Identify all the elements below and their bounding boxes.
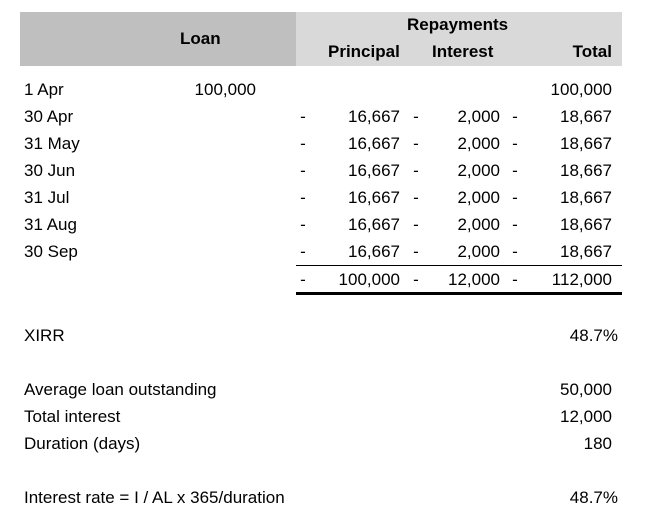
dash: -: [413, 107, 419, 126]
row-interest: 2,000: [457, 134, 500, 153]
row-principal: 16,667: [348, 107, 400, 126]
row-total: 18,667: [560, 161, 612, 180]
row-date: 1 Apr: [24, 80, 64, 99]
row-interest: 2,000: [457, 215, 500, 234]
dash: -: [300, 215, 306, 234]
dash: -: [512, 215, 518, 234]
dash: -: [413, 270, 419, 289]
avg-loan-value: 50,000: [560, 380, 612, 399]
dash: -: [512, 270, 518, 289]
dash: -: [512, 107, 518, 126]
dash: -: [413, 242, 419, 261]
row-date: 30 Apr: [24, 107, 74, 126]
total-total: 112,000: [551, 270, 612, 289]
dash: -: [512, 188, 518, 207]
total-interest-value: 12,000: [560, 407, 612, 426]
dash: -: [512, 161, 518, 180]
row-date: 31 Jul: [24, 188, 70, 207]
dash: -: [512, 242, 518, 261]
repayments-header-label: Repayments: [407, 15, 509, 34]
row-total: 18,667: [560, 188, 612, 207]
row-total: 18,667: [560, 107, 612, 126]
row-principal: 16,667: [348, 188, 400, 207]
interest-rate-label: Interest rate = I / AL x 365/duration: [24, 488, 285, 507]
total-interest-label: Total interest: [24, 407, 121, 426]
xirr-label: XIRR: [24, 326, 65, 345]
dash: -: [300, 270, 306, 289]
row-total: 18,667: [560, 134, 612, 153]
total-principal: 100,000: [338, 270, 400, 289]
total-interest: 12,000: [448, 270, 500, 289]
dash: -: [300, 134, 306, 153]
principal-header-label: Principal: [328, 42, 400, 61]
dash: -: [413, 215, 419, 234]
interest-header-label: Interest: [432, 42, 494, 61]
row-date: 31 Aug: [24, 215, 77, 234]
loan-header-label: Loan: [180, 29, 221, 48]
dash: -: [413, 134, 419, 153]
interest-rate-value: 48.7%: [569, 488, 618, 507]
row-date: 30 Jun: [24, 161, 76, 180]
row-total: 18,667: [560, 215, 612, 234]
row-total: 100,000: [550, 80, 612, 99]
avg-loan-label: Average loan outstanding: [24, 380, 217, 399]
dash: -: [300, 188, 306, 207]
totals-bottom-rule: [296, 292, 622, 295]
row-date: 31 May: [24, 134, 80, 153]
xirr-value: 48.7%: [569, 326, 618, 345]
row-interest: 2,000: [457, 107, 500, 126]
row-principal: 16,667: [348, 215, 400, 234]
dash: -: [300, 107, 306, 126]
duration-label: Duration (days): [24, 434, 141, 453]
duration-value: 180: [583, 434, 612, 453]
row-principal: 16,667: [348, 134, 400, 153]
dash: -: [300, 242, 306, 261]
dash: -: [413, 161, 419, 180]
row-total: 18,667: [560, 242, 612, 261]
dash: -: [512, 134, 518, 153]
row-interest: 2,000: [457, 188, 500, 207]
row-principal: 16,667: [348, 161, 400, 180]
total-header-label: Total: [572, 42, 612, 61]
dash: -: [413, 188, 419, 207]
row-principal: 16,667: [348, 242, 400, 261]
row-interest: 2,000: [457, 242, 500, 261]
dash: -: [300, 161, 306, 180]
loan-header-cell: [20, 12, 296, 66]
row-date: 30 Sep: [24, 242, 78, 261]
row-loan: 100,000: [194, 80, 256, 99]
row-interest: 2,000: [457, 161, 500, 180]
totals-top-rule: [296, 265, 622, 266]
